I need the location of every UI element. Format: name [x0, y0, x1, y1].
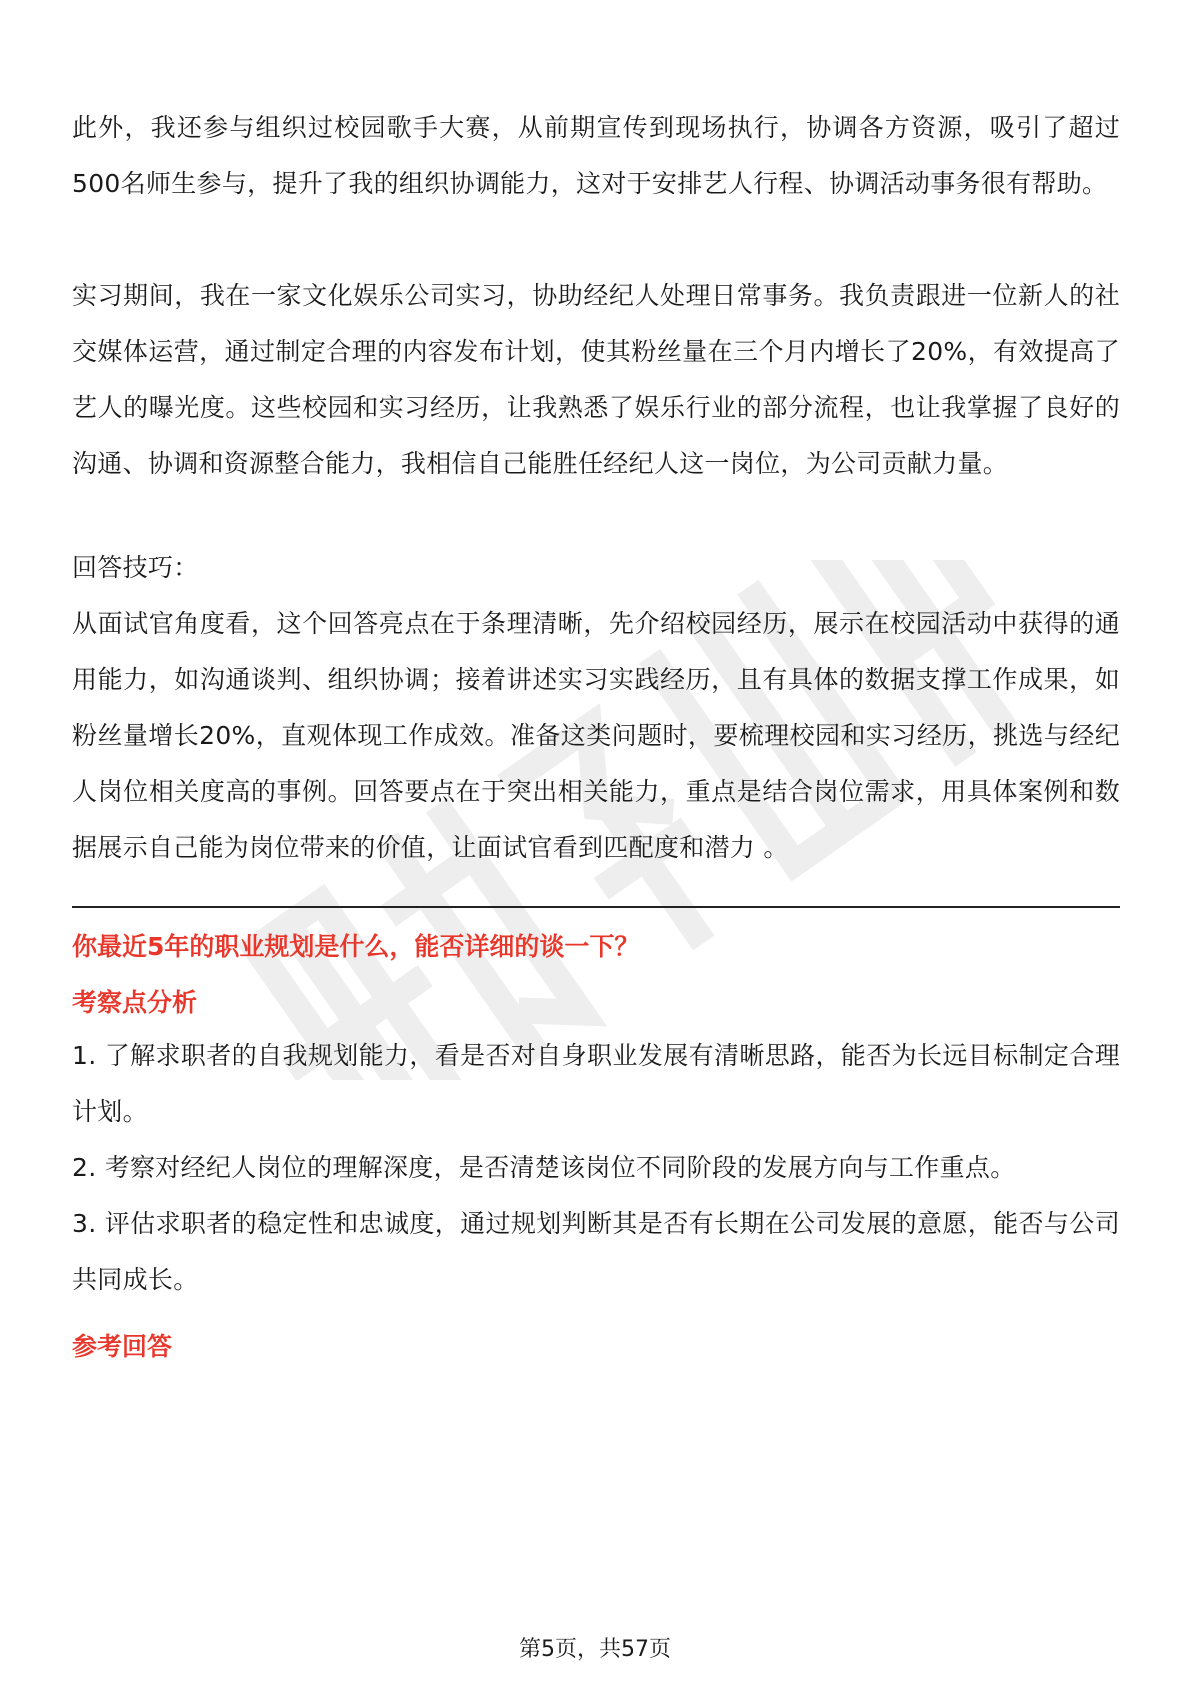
section-divider — [72, 906, 1120, 908]
analysis-point-1: 1. 了解求职者的自我规划能力，看是否对自身职业发展有清晰思路，能否为长远目标制定合理计划。 — [72, 1041, 1120, 1126]
tips-body: 从面试官角度看，这个回答亮点在于条理清晰，先介绍校园经历，展示在校园活动中获得的通用能力，如沟通谈判、组织协调；接着讲述实习实践经历，且有具体的数据支撑工作成果，如粉丝量增长20%，直观体现工作成效。准备这类问题时，要梳理校园和实习经历，挑选与经纪人岗位相关度高的事例。回答要点在于突出相关能力，重点是结合岗位需求，用具体案例和数据展示自己能为岗位带来的价值，让面试官看到匹配度和潜力 。 — [72, 609, 1120, 862]
paragraph-internship-experience: 实习期间，我在一家文化娱乐公司实习，协助经纪人处理日常事务。我负责跟进一位新人的社交媒体运营，通过制定合理的内容发布计划，使其粉丝量在三个月内增长了20%，有效提高了艺人的曝光度。这些校园和实习经历，让我熟悉了娱乐行业的部分流程，也让我掌握了良好的沟通、协调和资源整合能力，我相信自己能胜任经纪人这一岗位，为公司贡献力量。 — [72, 281, 1120, 478]
paragraph-campus-experience: 此外，我还参与组织过校园歌手大赛，从前期宣传到现场执行，协调各方资源，吸引了超过500名师生参与，提升了我的组织协调能力，这对于安排艺人行程、协调活动事务很有帮助。 — [72, 113, 1120, 198]
analysis-heading: 考察点分析 — [72, 988, 198, 1017]
tips-label: 回答技巧： — [72, 553, 199, 582]
content-area — [72, 100, 1120, 1372]
question-title: 你最近5年的职业规划是什么，能否详细的谈一下？ — [72, 932, 640, 961]
reference-answer-heading: 参考回答 — [72, 1332, 173, 1361]
analysis-point-3: 3. 评估求职者的稳定性和忠诚度，通过规划判断其是否有长期在公司发展的意愿，能否与公司共同成长。 — [72, 1209, 1120, 1294]
page-number: 第5页，共57页 — [519, 1637, 671, 1662]
analysis-point-2: 2. 考察对经纪人岗位的理解深度，是否清楚该岗位不同阶段的发展方向与工作重点。 — [72, 1153, 1016, 1182]
